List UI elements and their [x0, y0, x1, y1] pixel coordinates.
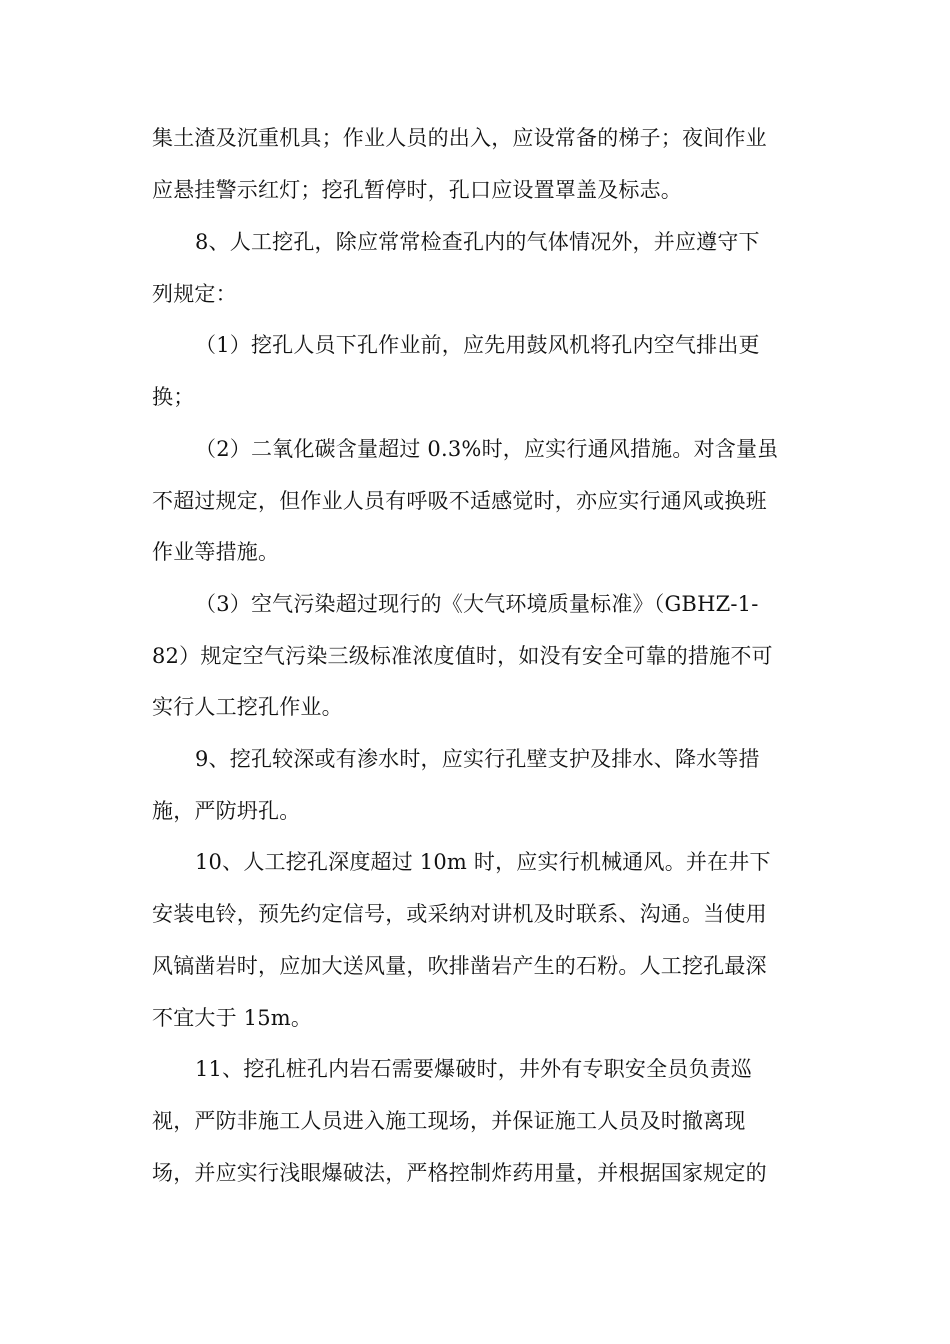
- text-line: 不超过规定，但作业人员有呼吸不适感觉时，亦应实行通风或换班: [152, 489, 767, 513]
- item-3-start: （3）空气污染超过现行的《大气环境质量标准》（GBHZ-1-: [195, 592, 759, 616]
- text-line: 列规定：: [152, 282, 237, 306]
- text-line: 视，严防非施工人员进入施工现场，并保证施工人员及时撤离现: [152, 1109, 746, 1133]
- text-line: 不宜大于 15m。: [152, 1006, 313, 1030]
- text-line: 集土渣及沉重机具；作业人员的出入，应设常备的梯子；夜间作业: [152, 126, 767, 150]
- text-line: 场，并应实行浅眼爆破法，严格控制炸药用量，并根据国家规定的: [152, 1161, 767, 1185]
- text-line: 作业等措施。: [152, 540, 280, 564]
- item-2-start: （2）二氧化碳含量超过 0.3%时，应实行通风措施。对含量虽: [195, 437, 779, 461]
- text-line: 安装电铃，预先约定信号，或采纳对讲机及时联系、沟通。当使用: [152, 902, 767, 926]
- text-line: 应悬挂警示红灯；挖孔暂停时，孔口应设置罩盖及标志。: [152, 178, 682, 202]
- text-line: 施，严防坍孔。: [152, 799, 301, 823]
- paragraph-10-start: 10、人工挖孔深度超过 10m 时，应实行机械通风。并在井下: [195, 850, 771, 874]
- paragraph-9-start: 9、挖孔较深或有渗水时，应实行孔壁支护及排水、降水等措: [195, 747, 760, 771]
- paragraph-11-start: 11、挖孔桩孔内岩石需要爆破时，井外有专职安全员负责巡: [195, 1057, 753, 1081]
- text-line: 换；: [152, 385, 195, 409]
- text-line: 实行人工挖孔作业。: [152, 695, 343, 719]
- item-1-start: （1）挖孔人员下孔作业前，应先用鼓风机将孔内空气排出更: [195, 333, 760, 357]
- text-line: 风镐凿岩时，应加大送风量，吹排凿岩产生的石粉。人工挖孔最深: [152, 954, 767, 978]
- paragraph-8-start: 8、人工挖孔，除应常常检查孔内的气体情况外，并应遵守下: [195, 230, 760, 254]
- text-line: 82）规定空气污染三级标准浓度值时，如没有安全可靠的措施不可: [152, 644, 773, 668]
